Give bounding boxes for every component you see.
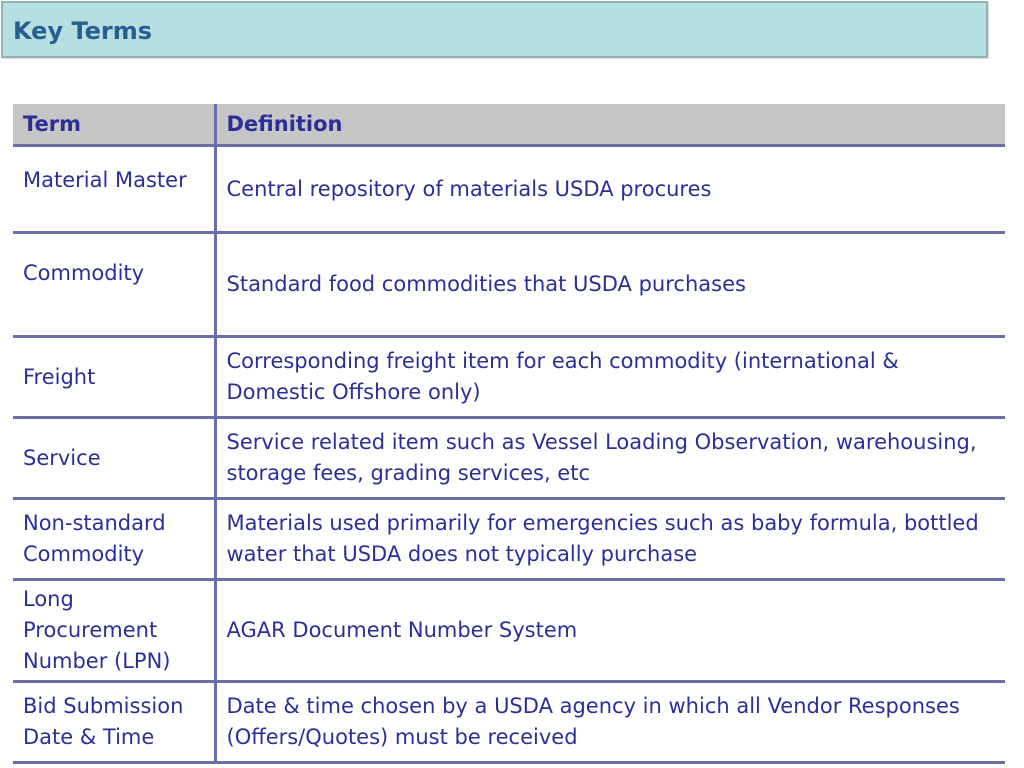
definition-cell: Corresponding freight item for each commodity (international & Domestic Offshore only) [215, 337, 1005, 418]
term-cell: Non-standard Commodity [13, 499, 215, 580]
term-cell: Commodity [13, 233, 215, 337]
definition-cell: Service related item such as Vessel Loading Observation, warehousing, storage fees, grading services, etc [215, 418, 1005, 499]
term-cell: Bid Submission Date & Time [13, 682, 215, 763]
term-cell: Material Master [13, 146, 215, 233]
term-cell: Service [13, 418, 215, 499]
table-row [13, 418, 1005, 499]
definition-cell: Standard food commodities that USDA purchases [215, 233, 1005, 337]
page-title: Key Terms [13, 17, 153, 45]
table-row [13, 580, 1005, 682]
column-header-term: Term [13, 104, 215, 146]
table-row [13, 146, 1005, 233]
table-row [13, 337, 1005, 418]
table-row [13, 499, 1005, 580]
table-header-row [13, 104, 1005, 146]
term-cell: Long Procurement Number (LPN) [13, 580, 215, 682]
key-terms-table [13, 104, 1005, 764]
definition-cell: Date & time chosen by a USDA agency in which all Vendor Responses (Offers/Quotes) must be received [215, 682, 1005, 763]
term-cell: Freight [13, 337, 215, 418]
definition-cell: Central repository of materials USDA procures [215, 146, 1005, 233]
table-row [13, 682, 1005, 763]
title-bar [1, 1, 988, 58]
column-header-definition: Definition [215, 104, 1005, 146]
definition-cell: Materials used primarily for emergencies such as baby formula, bottled water that USDA does not typically purchase [215, 499, 1005, 580]
definition-cell: AGAR Document Number System [215, 580, 1005, 682]
table-row [13, 233, 1005, 337]
